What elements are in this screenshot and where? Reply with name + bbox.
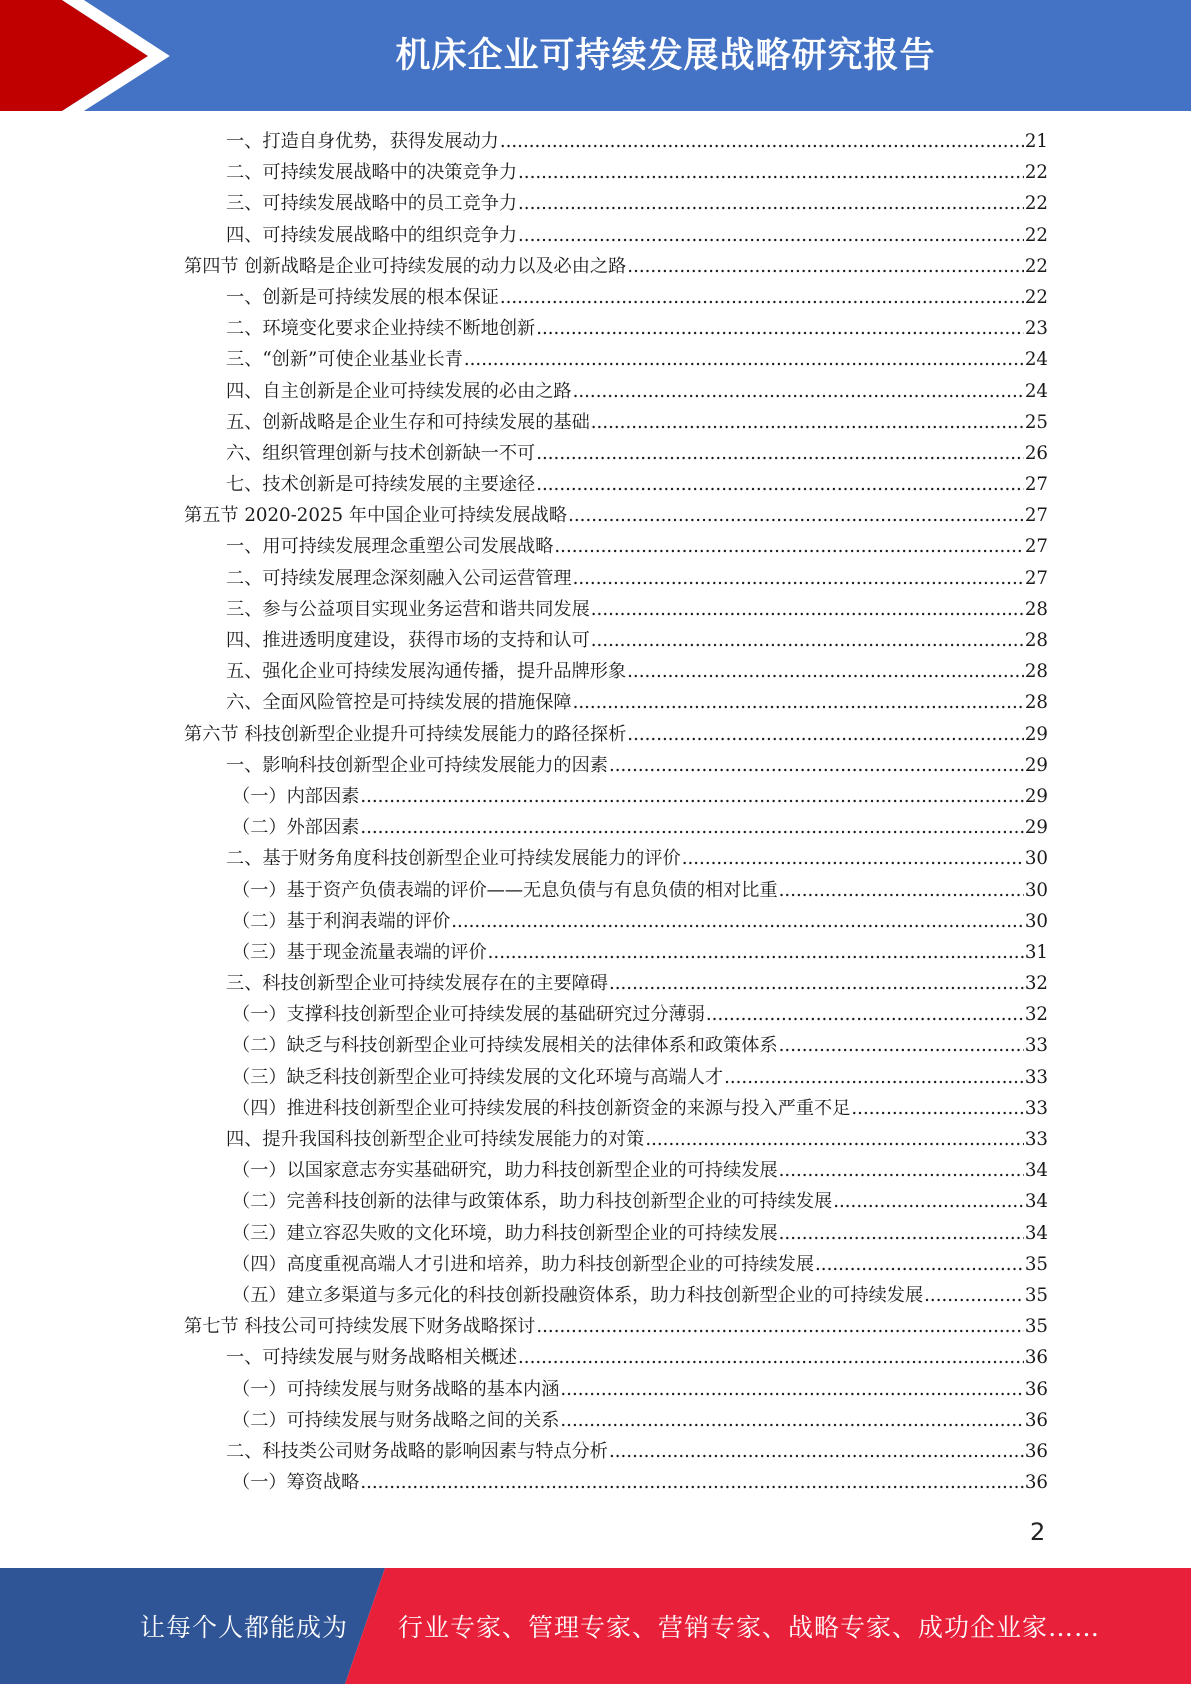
toc-entry-title: （一）内部因素: [232, 785, 360, 807]
toc-entry-page: 22: [1024, 255, 1048, 277]
toc-entry[interactable]: [184, 439, 1048, 470]
toc-entry-title: 第六节 科技创新型企业提升可持续发展能力的路径探析: [184, 723, 627, 745]
toc-entry[interactable]: [184, 1375, 1048, 1406]
toc-dot-leader: [627, 256, 1024, 277]
toc-entry[interactable]: [184, 1437, 1048, 1468]
toc-entry-page: 36: [1024, 1409, 1048, 1431]
toc-entry[interactable]: [184, 907, 1048, 938]
toc-entry-title: 一、可持续发展与财务战略相关概述: [226, 1347, 518, 1369]
footer-slogan-right: 行业专家、管理专家、营销专家、战略专家、成功企业家……: [398, 1613, 1101, 1642]
toc-entry[interactable]: [184, 626, 1048, 657]
toc-dot-leader: [591, 630, 1024, 651]
toc-entry-page: 27: [1024, 536, 1048, 558]
toc-entry[interactable]: [184, 564, 1048, 595]
toc-entry-title: （一）可持续发展与财务战略的基本内涵: [232, 1378, 560, 1400]
toc-entry-page: 36: [1024, 1347, 1048, 1369]
toc-entry-title: 三、“创新”可使企业基业长青: [226, 349, 463, 371]
toc-entry-page: 33: [1024, 1066, 1048, 1088]
toc-dot-leader: [924, 1285, 1024, 1306]
toc-entry[interactable]: [184, 657, 1048, 688]
toc-entry-title: 一、影响科技创新型企业可持续发展能力的因素: [226, 754, 608, 776]
toc-entry[interactable]: [184, 532, 1048, 563]
toc-entry-page: 32: [1024, 973, 1048, 995]
toc-dot-leader: [518, 162, 1024, 183]
toc-entry-title: （三）缺乏科技创新型企业可持续发展的文化环境与高端人才: [232, 1066, 724, 1088]
toc-entry-page: 30: [1024, 848, 1048, 870]
toc-entry-title: 第五节 2020-2025 年中国企业可持续发展战略: [184, 505, 568, 527]
toc-entry-title: 三、参与公益项目实现业务运营和谐共同发展: [226, 598, 590, 620]
toc-entry[interactable]: [184, 1125, 1048, 1156]
toc-dot-leader: [560, 1379, 1023, 1400]
toc-dot-leader: [488, 942, 1024, 963]
toc-dot-leader: [360, 1472, 1024, 1493]
toc-entry-title: （四）推进科技创新型企业可持续发展的科技创新资金的来源与投入严重不足: [232, 1097, 851, 1119]
toc-dot-leader: [627, 724, 1024, 745]
toc-entry-page: 35: [1024, 1253, 1048, 1275]
toc-entry-page: 27: [1024, 567, 1048, 589]
toc-entry-title: （五）建立多渠道与多元化的科技创新投融资体系，助力科技创新型企业的可持续发展: [232, 1284, 924, 1306]
toc-entry-page: 22: [1024, 286, 1048, 308]
toc-entry[interactable]: [184, 283, 1048, 314]
toc-entry-page: 36: [1024, 1440, 1048, 1462]
toc-entry-title: 七、技术创新是可持续发展的主要途径: [226, 474, 536, 496]
toc-entry[interactable]: [184, 345, 1048, 376]
toc-dot-leader: [833, 1191, 1024, 1212]
toc-section-entry[interactable]: [184, 1312, 1048, 1343]
toc-dot-leader: [779, 880, 1024, 901]
toc-dot-leader: [518, 1347, 1024, 1368]
toc-entry-page: 30: [1024, 910, 1048, 932]
toc-dot-leader: [573, 692, 1024, 713]
toc-entry-page: 28: [1024, 630, 1048, 651]
toc-entry-title: （一）支撑科技创新型企业可持续发展的基础研究过分薄弱: [232, 1004, 705, 1026]
toc-entry-title: （四）高度重视高端人才引进和培养，助力科技创新型企业的可持续发展: [232, 1253, 815, 1275]
toc-entry-title: 二、环境变化要求企业持续不断地创新: [226, 318, 536, 340]
toc-entry[interactable]: [184, 1031, 1048, 1062]
toc-entry[interactable]: [184, 377, 1048, 408]
toc-dot-leader: [518, 193, 1024, 214]
toc-entry-title: （三）基于现金流量表端的评价: [232, 941, 487, 963]
toc-dot-leader: [360, 786, 1024, 807]
toc-entry-title: （二）可持续发展与财务战略之间的关系: [232, 1409, 560, 1431]
toc-entry[interactable]: [184, 127, 1048, 158]
toc-entry-title: 四、自主创新是企业可持续发展的必由之路: [226, 380, 572, 402]
toc-section-entry[interactable]: [184, 720, 1048, 751]
toc-entry-title: 二、科技类公司财务战略的影响因素与特点分析: [226, 1440, 608, 1462]
toc-entry-title: （一）基于资产负债表端的评价——无息负债与有息负债的相对比重: [232, 879, 778, 901]
toc-dot-leader: [724, 1067, 1024, 1088]
toc-entry-page: 21: [1024, 131, 1048, 152]
toc-dot-leader: [851, 1098, 1023, 1119]
toc-dot-leader: [609, 973, 1024, 994]
toc-dot-leader: [573, 568, 1024, 589]
toc-entry[interactable]: [184, 688, 1048, 719]
toc-entry[interactable]: [184, 189, 1048, 220]
report-title: 机床企业可持续发展战略研究报告: [395, 35, 936, 76]
toc-entry[interactable]: [184, 1000, 1048, 1031]
toc-entry-page: 28: [1024, 598, 1048, 620]
toc-entry-page: 36: [1024, 1378, 1048, 1400]
toc-dot-leader: [591, 599, 1024, 620]
toc-entry-page: 29: [1024, 817, 1048, 839]
toc-entry-page: 25: [1024, 411, 1048, 433]
toc-entry-page: 29: [1024, 754, 1048, 776]
toc-entry[interactable]: [184, 1281, 1048, 1312]
toc-dot-leader: [682, 848, 1024, 869]
toc-entry-title: 四、可持续发展战略中的组织竞争力: [226, 224, 518, 246]
toc-entry-page: 22: [1024, 162, 1048, 184]
toc-dot-leader: [645, 1129, 1024, 1150]
toc-entry-title: 六、全面风险管控是可持续发展的措施保障: [226, 692, 572, 714]
toc-entry-page: 22: [1024, 193, 1048, 215]
toc-entry-page: 33: [1024, 1129, 1048, 1150]
toc-entry[interactable]: [184, 1406, 1048, 1437]
toc-entry-title: 二、可持续发展战略中的决策竞争力: [226, 162, 518, 184]
toc-entry-page: 27: [1024, 474, 1048, 496]
toc-entry-title: （二）完善科技创新的法律与政策体系，助力科技创新型企业的可持续发展: [232, 1191, 833, 1213]
toc-entry-page: 35: [1024, 1316, 1048, 1338]
toc-section-entry[interactable]: [184, 252, 1048, 283]
toc-dot-leader: [609, 755, 1024, 776]
toc-entry-title: 一、创新是可持续发展的根本保证: [226, 286, 499, 308]
toc-dot-leader: [815, 1254, 1024, 1275]
toc-dot-leader: [518, 225, 1024, 246]
toc-entry[interactable]: [184, 1343, 1048, 1374]
toc-dot-leader: [536, 474, 1024, 495]
toc-dot-leader: [560, 1410, 1023, 1431]
toc-entry-title: 一、打造自身优势，获得发展动力: [226, 131, 499, 152]
footer-band: [0, 1568, 1191, 1684]
toc-entry-title: （一）筹资战略: [232, 1472, 360, 1494]
toc-entry-title: 三、科技创新型企业可持续发展存在的主要障碍: [226, 973, 608, 995]
toc-entry-title: 第四节 创新战略是企业可持续发展的动力以及必由之路: [184, 255, 627, 277]
toc-dot-leader: [500, 287, 1024, 308]
toc-entry-page: 34: [1024, 1160, 1048, 1182]
toc-dot-leader: [779, 1160, 1024, 1181]
toc-entry-title: 二、基于财务角度科技创新型企业可持续发展能力的评价: [226, 848, 681, 870]
toc-entry-page: 32: [1024, 1004, 1048, 1026]
table-of-contents: [184, 127, 1048, 1499]
toc-entry-page: 28: [1024, 692, 1048, 714]
toc-dot-leader: [536, 318, 1024, 339]
toc-entry-page: 29: [1024, 723, 1048, 745]
toc-entry[interactable]: [184, 782, 1048, 813]
toc-entry-page: 34: [1024, 1191, 1048, 1213]
page-number: 2: [1030, 1518, 1046, 1546]
toc-entry-page: 36: [1024, 1472, 1048, 1494]
toc-entry-title: 五、强化企业可持续发展沟通传播，提升品牌形象: [226, 661, 627, 683]
toc-entry-title: （二）缺乏与科技创新型企业可持续发展相关的法律体系和政策体系: [232, 1035, 778, 1057]
toc-entry-page: 29: [1024, 785, 1048, 807]
toc-entry-page: 24: [1024, 349, 1048, 371]
toc-entry[interactable]: [184, 876, 1048, 907]
toc-section-entry[interactable]: [184, 501, 1048, 532]
toc-dot-leader: [591, 412, 1024, 433]
toc-entry-title: （一）以国家意志夯实基础研究，助力科技创新型企业的可持续发展: [232, 1160, 778, 1182]
toc-dot-leader: [500, 131, 1024, 152]
toc-dot-leader: [573, 381, 1024, 402]
toc-entry[interactable]: [184, 1219, 1048, 1250]
toc-entry-page: 24: [1024, 380, 1048, 402]
toc-dot-leader: [464, 349, 1024, 370]
toc-entry[interactable]: [184, 844, 1048, 875]
toc-entry[interactable]: [184, 813, 1048, 844]
toc-entry-title: 第七节 科技公司可持续发展下财务战略探讨: [184, 1316, 536, 1338]
toc-entry-page: 31: [1024, 941, 1048, 963]
toc-entry[interactable]: [184, 158, 1048, 189]
toc-entry[interactable]: [184, 938, 1048, 969]
toc-entry-title: 四、提升我国科技创新型企业可持续发展能力的对策: [226, 1129, 645, 1150]
toc-entry[interactable]: [184, 1187, 1048, 1218]
toc-entry[interactable]: [184, 595, 1048, 626]
toc-entry[interactable]: [184, 470, 1048, 501]
toc-entry[interactable]: [184, 751, 1048, 782]
toc-entry-page: 22: [1024, 224, 1048, 246]
toc-entry-page: 33: [1024, 1097, 1048, 1119]
toc-entry-title: 二、可持续发展理念深刻融入公司运营管理: [226, 567, 572, 589]
toc-entry[interactable]: [184, 1094, 1048, 1125]
toc-entry-page: 35: [1024, 1284, 1048, 1306]
toc-entry-title: 一、用可持续发展理念重塑公司发展战略: [226, 536, 554, 558]
toc-dot-leader: [451, 911, 1024, 932]
toc-dot-leader: [609, 1441, 1024, 1462]
toc-dot-leader: [568, 505, 1024, 526]
footer-slogan-left: 让每个人都能成为: [140, 1613, 349, 1642]
toc-entry[interactable]: [184, 408, 1048, 439]
toc-entry[interactable]: [184, 314, 1048, 345]
toc-entry-page: 33: [1024, 1035, 1048, 1057]
toc-entry-title: 四、推进透明度建设，获得市场的支持和认可: [226, 630, 590, 651]
toc-entry-page: 34: [1024, 1222, 1048, 1244]
toc-dot-leader: [536, 443, 1024, 464]
header-band: [0, 0, 1191, 111]
toc-dot-leader: [360, 817, 1024, 838]
toc-dot-leader: [536, 1316, 1023, 1337]
toc-entry[interactable]: [184, 221, 1048, 252]
toc-entry-page: 28: [1024, 661, 1048, 683]
toc-entry[interactable]: [184, 1250, 1048, 1281]
toc-entry-page: 26: [1024, 442, 1048, 464]
toc-dot-leader: [779, 1223, 1024, 1244]
toc-entry[interactable]: [184, 1156, 1048, 1187]
toc-dot-leader: [779, 1035, 1024, 1056]
toc-entry-title: 六、组织管理创新与技术创新缺一不可: [226, 442, 536, 464]
toc-dot-leader: [627, 661, 1024, 682]
toc-entry-title: （二）基于利润表端的评价: [232, 910, 451, 932]
toc-entry-page: 30: [1024, 879, 1048, 901]
toc-entry[interactable]: [184, 1063, 1048, 1094]
toc-dot-leader: [554, 536, 1023, 557]
toc-entry-page: 27: [1024, 505, 1048, 527]
toc-entry-title: 三、可持续发展战略中的员工竞争力: [226, 193, 518, 215]
toc-entry[interactable]: [184, 969, 1048, 1000]
toc-entry-title: （二）外部因素: [232, 817, 360, 839]
toc-entry-page: 23: [1024, 318, 1048, 340]
toc-dot-leader: [706, 1004, 1024, 1025]
toc-entry-title: 五、创新战略是企业生存和可持续发展的基础: [226, 411, 590, 433]
toc-entry-title: （三）建立容忍失败的文化环境，助力科技创新型企业的可持续发展: [232, 1222, 778, 1244]
toc-entry[interactable]: [184, 1468, 1048, 1499]
